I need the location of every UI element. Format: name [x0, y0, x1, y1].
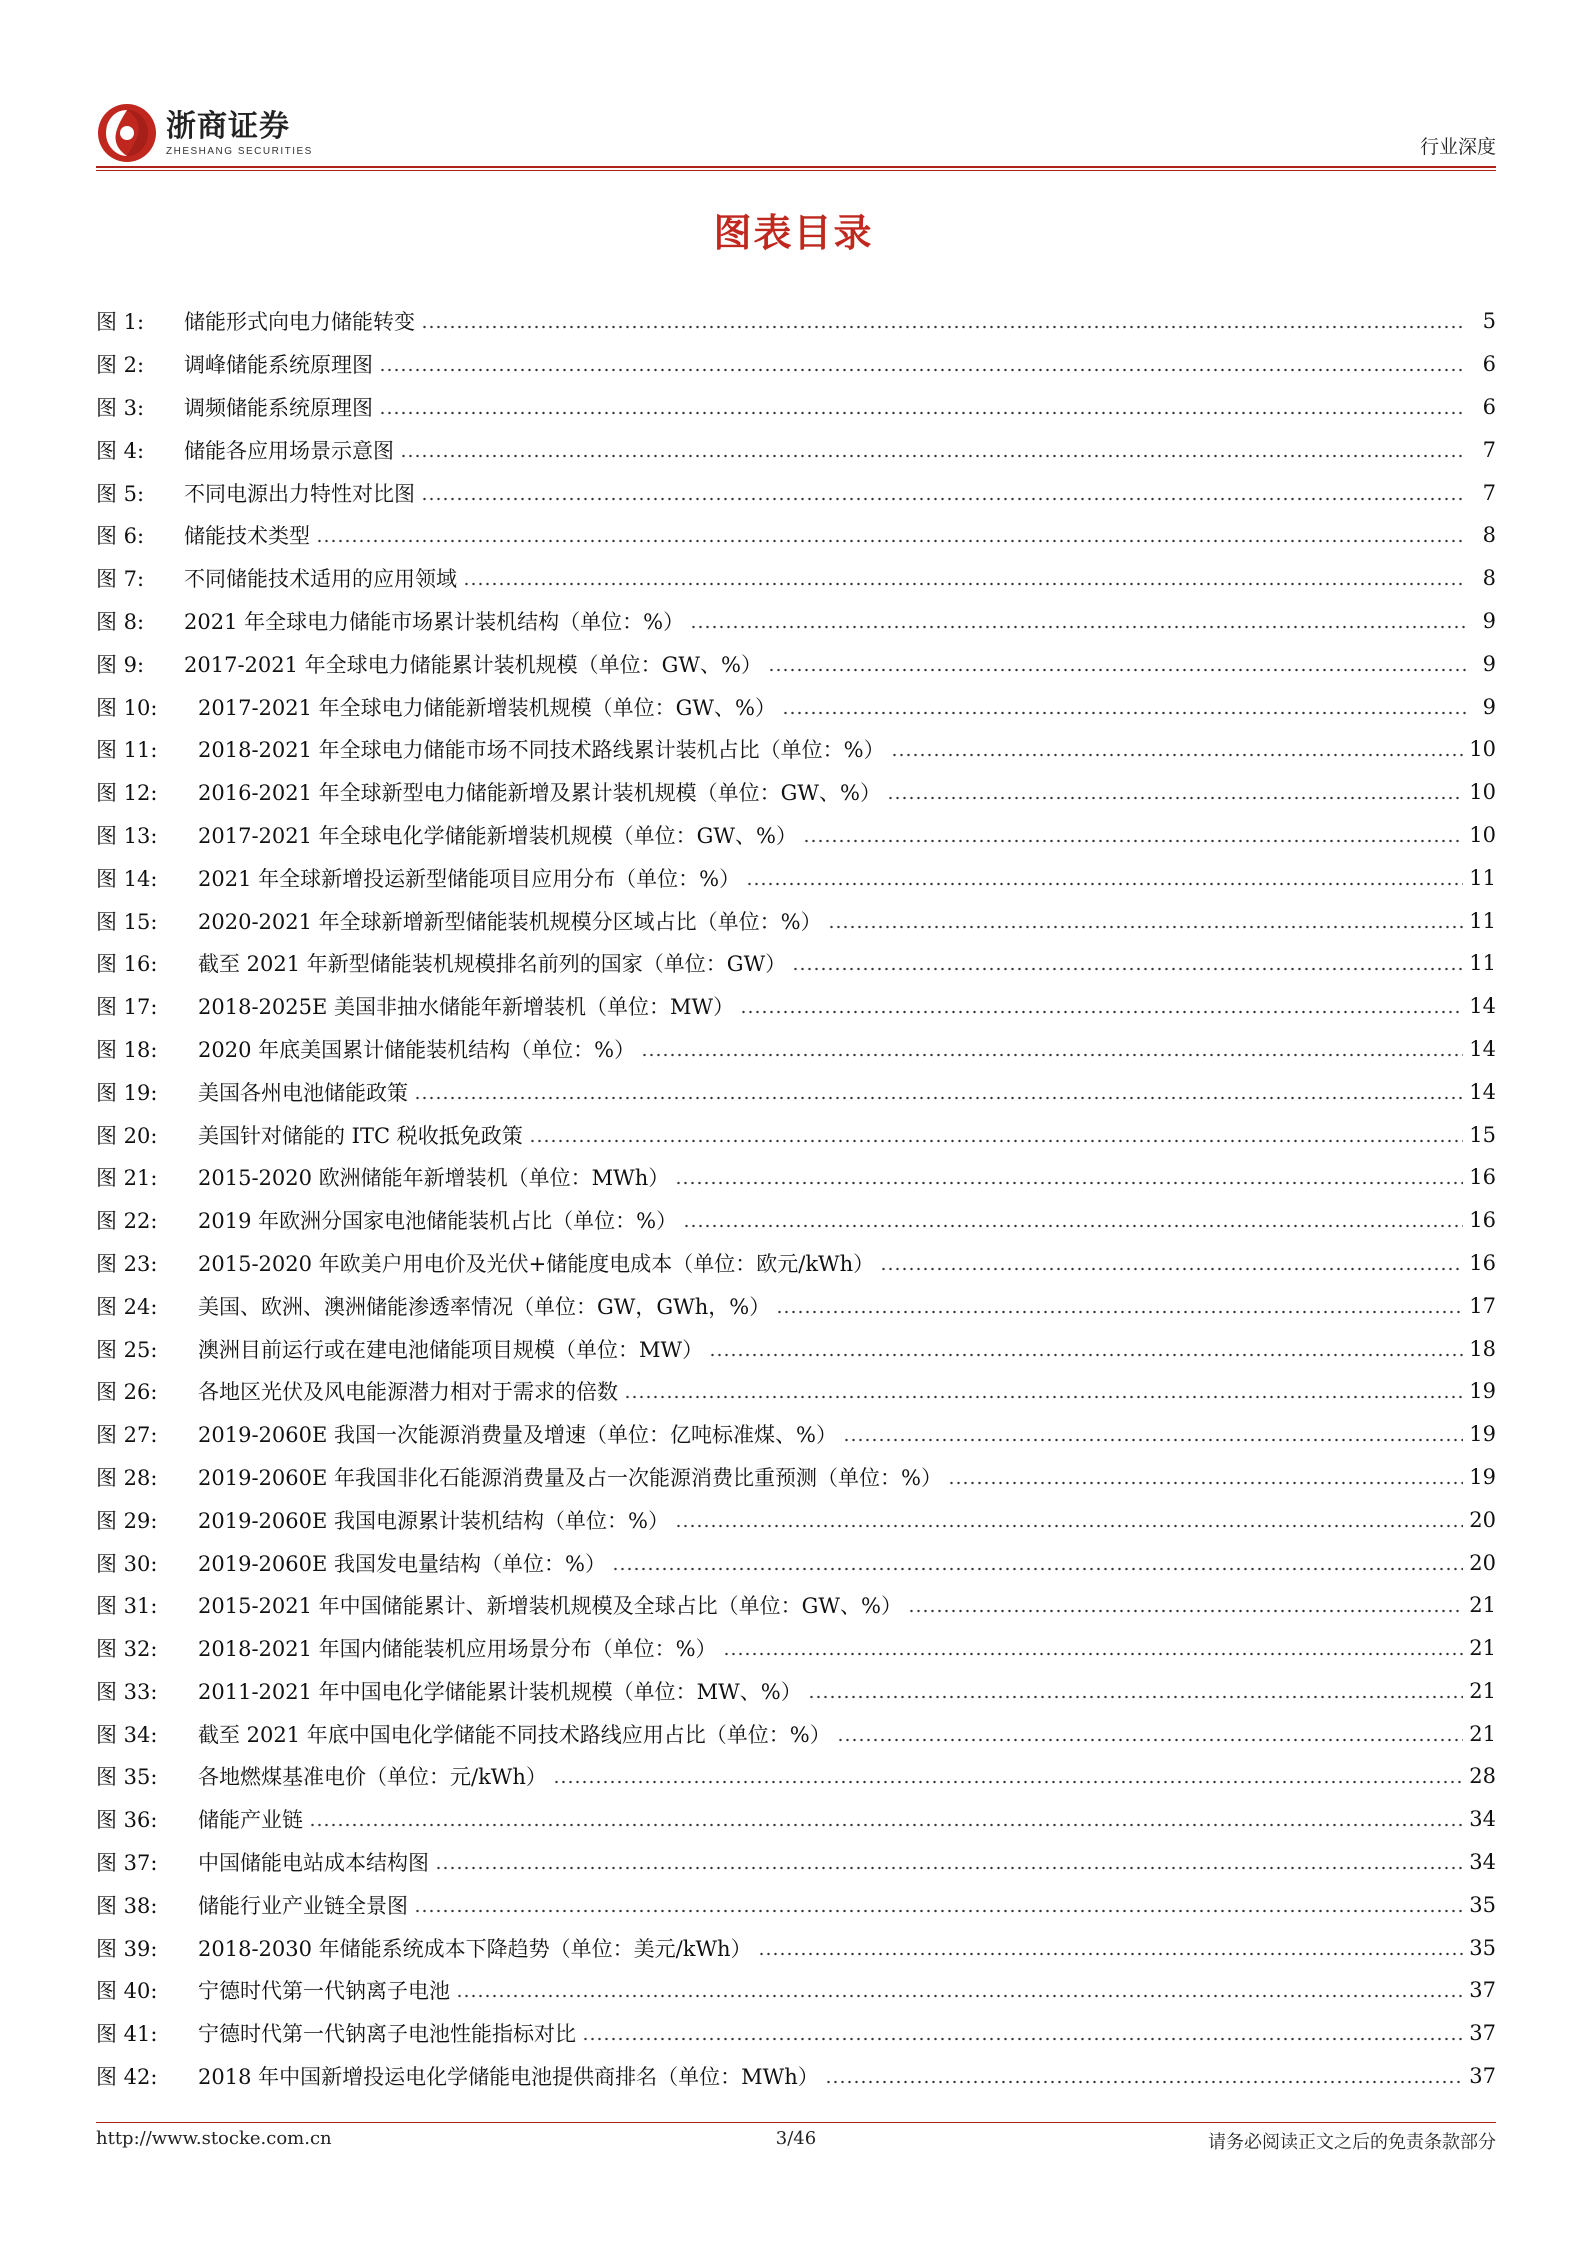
toc-dot-leader: [612, 1553, 1463, 1573]
logo-english-name: ZHESHANG SECURITIES: [166, 145, 313, 157]
toc-entry[interactable]: [96, 985, 1496, 1028]
toc-dot-leader: [723, 1638, 1464, 1658]
toc-entry[interactable]: [96, 942, 1496, 985]
toc-entry[interactable]: [96, 1113, 1496, 1156]
toc-page-number: 9: [1482, 694, 1496, 719]
toc-entry[interactable]: [96, 1413, 1496, 1456]
toc-dot-leader: [891, 739, 1464, 759]
toc-page-number: 11: [1469, 908, 1496, 933]
toc-figure-number: 图 23:: [96, 1251, 158, 1276]
logo-chinese-name: 浙商证券: [166, 108, 290, 144]
toc-figure-number: 图 4:: [96, 438, 145, 463]
toc-entry[interactable]: [96, 557, 1496, 600]
toc-figure-number: 图 22:: [96, 1209, 158, 1234]
toc-figure-number: 图 37:: [96, 1851, 158, 1876]
toc-figure-title: 2020 年底美国累计储能装机结构（单位：%）: [198, 1034, 641, 1064]
toc-entry[interactable]: [96, 2055, 1496, 2098]
toc-dot-leader: [683, 1210, 1463, 1230]
toc-dot-leader: [776, 1296, 1463, 1316]
toc-page-number: 15: [1469, 1122, 1496, 1147]
toc-figure-number: 图 28:: [96, 1465, 158, 1490]
toc-dot-leader: [808, 1681, 1464, 1701]
toc-page-number: 21: [1469, 1636, 1496, 1661]
page-header: [96, 96, 1496, 166]
toc-figure-number: 图 27:: [96, 1423, 158, 1448]
toc-page-number: 10: [1469, 737, 1496, 762]
toc-dot-leader: [553, 1766, 1463, 1786]
toc-dot-leader: [624, 1381, 1463, 1401]
toc-figure-number: 图 30:: [96, 1551, 158, 1576]
toc-figure-title: 2018-2030 年储能系统成本下降趋势（单位：美元/kWh）: [198, 1933, 758, 1963]
toc-page-number: 7: [1482, 480, 1496, 505]
toc-figure-number: 图 7:: [96, 567, 145, 592]
toc-dot-leader: [379, 397, 1466, 417]
toc-figure-title: 2016-2021 年全球新型电力储能新增及累计装机规模（单位：GW、%）: [198, 777, 887, 807]
toc-entry[interactable]: [96, 1798, 1496, 1841]
header-divider: [96, 166, 1496, 168]
toc-entry[interactable]: [96, 1028, 1496, 1071]
toc-page-number: 8: [1482, 566, 1496, 591]
toc-page-number: 14: [1469, 1079, 1496, 1104]
toc-figure-number: 图 10:: [96, 695, 158, 720]
toc-figure-title: 美国各州电池储能政策: [198, 1077, 414, 1107]
toc-figure-title: 2021 年全球电力储能市场累计装机结构（单位：%）: [184, 606, 690, 636]
report-category: 行业深度: [1419, 136, 1496, 158]
toc-page-number: 9: [1482, 608, 1496, 633]
toc-figure-number: 图 39:: [96, 1936, 158, 1961]
toc-dot-leader: [400, 440, 1466, 460]
toc-dot-leader: [828, 911, 1464, 931]
toc-figure-number: 图 9:: [96, 652, 145, 677]
toc-page-number: 28: [1469, 1764, 1496, 1789]
toc-entry[interactable]: [96, 771, 1496, 814]
toc-figure-title: 2018 年中国新增投运电化学储能电池提供商排名（单位：MWh）: [198, 2061, 825, 2091]
toc-entry[interactable]: [96, 1627, 1496, 1670]
toc-figure-title: 各地燃煤基准电价（单位：元/kWh）: [198, 1761, 553, 1791]
toc-figure-title: 截至 2021 年底中国电化学储能不同技术路线应用占比（单位：%）: [198, 1719, 837, 1749]
toc-figure-number: 图 34:: [96, 1722, 158, 1747]
toc-figure-title: 2019-2060E 我国发电量结构（单位：%）: [198, 1548, 612, 1578]
toc-figure-number: 图 19:: [96, 1080, 158, 1105]
toc-page-number: 9: [1482, 651, 1496, 676]
toc-entry[interactable]: [96, 1584, 1496, 1627]
toc-page-number: 8: [1482, 523, 1496, 548]
toc-figure-title: 澳洲目前运行或在建电池储能项目规模（单位：MW）: [198, 1334, 709, 1364]
toc-dot-leader: [421, 483, 1466, 503]
toc-figure-title: 储能技术类型: [184, 520, 316, 550]
toc-page-number: 14: [1469, 994, 1496, 1019]
toc-figure-title: 2020-2021 年全球新增新型储能装机规模分区域占比（单位：%）: [198, 906, 828, 936]
toc-entry[interactable]: [96, 1284, 1496, 1327]
toc-figure-title: 不同电源出力特性对比图: [184, 478, 421, 508]
toc-figure-title: 储能产业链: [198, 1804, 309, 1834]
toc-figure-number: 图 41:: [96, 2022, 158, 2047]
toc-dot-leader: [843, 1424, 1463, 1444]
toc-page-number: 16: [1469, 1250, 1496, 1275]
toc-page-number: 34: [1469, 1807, 1496, 1832]
toc-page-number: 11: [1469, 951, 1496, 976]
toc-figure-title: 2011-2021 年中国电化学储能累计装机规模（单位：MW、%）: [198, 1676, 808, 1706]
toc-figure-title: 2019-2060E 我国电源累计装机结构（单位：%）: [198, 1505, 675, 1535]
toc-figure-number: 图 13:: [96, 823, 158, 848]
toc-figure-number: 图 20:: [96, 1123, 158, 1148]
toc-page-number: 10: [1469, 822, 1496, 847]
page-title: 图表目录: [713, 211, 874, 255]
zheshang-logo-icon: [96, 102, 158, 164]
toc-entry[interactable]: [96, 642, 1496, 685]
toc-entry[interactable]: [96, 1070, 1496, 1113]
toc-dot-leader: [582, 2023, 1463, 2043]
toc-figure-title: 2017-2021 年全球电化学储能新增装机规模（单位：GW、%）: [198, 820, 803, 850]
toc-figure-number: 图 3:: [96, 395, 145, 420]
toc-figure-title: 储能行业产业链全景图: [198, 1890, 414, 1920]
toc-page-number: 18: [1469, 1336, 1496, 1361]
toc-figure-number: 图 42:: [96, 2065, 158, 2090]
toc-entry[interactable]: [96, 1327, 1496, 1370]
toc-entry[interactable]: [96, 471, 1496, 514]
toc-dot-leader: [675, 1167, 1463, 1187]
toc-figure-title: 各地区光伏及风电能源潜力相对于需求的倍数: [198, 1376, 624, 1406]
toc-entry[interactable]: [96, 1370, 1496, 1413]
toc-page-number: 34: [1469, 1850, 1496, 1875]
toc-page-number: 14: [1469, 1036, 1496, 1061]
footer-url-link[interactable]: http://www.stocke.com.cn: [96, 2128, 332, 2149]
toc-figure-title: 2017-2021 年全球电力储能新增装机规模（单位：GW、%）: [198, 692, 782, 722]
toc-entry[interactable]: [96, 386, 1496, 429]
toc-dot-leader: [316, 525, 1466, 545]
toc-figure-title: 2018-2021 年全球电力储能市场不同技术路线累计装机占比（单位：%）: [198, 734, 891, 764]
toc-dot-leader: [803, 825, 1463, 845]
toc-page-number: 35: [1469, 1935, 1496, 1960]
toc-figure-title: 2015-2020 欧洲储能年新增装机（单位：MWh）: [198, 1162, 675, 1192]
toc-figure-title: 不同储能技术适用的应用领域: [184, 563, 463, 593]
toc-figure-title: 2018-2025E 美国非抽水储能年新增装机（单位：MW）: [198, 991, 740, 1021]
toc-dot-leader: [880, 1253, 1463, 1273]
toc-figure-title: 2019-2060E 我国一次能源消费量及增速（单位：亿吨标准煤、%）: [198, 1419, 843, 1449]
toc-page-number: 20: [1469, 1550, 1496, 1575]
toc-page-number: 17: [1469, 1293, 1496, 1318]
toc-figure-number: 图 5:: [96, 481, 145, 506]
toc-dot-leader: [746, 868, 1463, 888]
toc-dot-leader: [908, 1595, 1463, 1615]
toc-entry[interactable]: [96, 1456, 1496, 1499]
footer-divider: [96, 2122, 1496, 2123]
toc-figure-number: 图 36:: [96, 1808, 158, 1833]
toc-figure-title: 2019 年欧洲分国家电池储能装机占比（单位：%）: [198, 1205, 683, 1235]
toc-dot-leader: [414, 1082, 1463, 1102]
toc-dot-leader: [529, 1125, 1464, 1145]
toc-figure-number: 图 33:: [96, 1679, 158, 1704]
toc-figure-number: 图 40:: [96, 1979, 158, 2004]
header-divider-thin: [96, 170, 1496, 171]
toc-page-number: 21: [1469, 1678, 1496, 1703]
toc-dot-leader: [740, 996, 1463, 1016]
toc-dot-leader: [758, 1938, 1464, 1958]
toc-entry[interactable]: [96, 814, 1496, 857]
toc-figure-number: 图 1:: [96, 310, 145, 335]
toc-figure-title: 调频储能系统原理图: [184, 392, 379, 422]
toc-entry[interactable]: [96, 1883, 1496, 1926]
toc-figure-number: 图 8:: [96, 609, 145, 634]
toc-entry[interactable]: [96, 685, 1496, 728]
toc-entry[interactable]: [96, 1755, 1496, 1798]
toc-dot-leader: [456, 1980, 1463, 2000]
toc-entry[interactable]: [96, 1242, 1496, 1285]
toc-dot-leader: [463, 568, 1466, 588]
toc-dot-leader: [641, 1039, 1463, 1059]
toc-figure-number: 图 21:: [96, 1166, 158, 1191]
toc-figure-title: 储能形式向电力储能转变: [184, 306, 421, 336]
toc-figure-number: 图 38:: [96, 1893, 158, 1918]
toc-figure-number: 图 12:: [96, 781, 158, 806]
toc-entry[interactable]: [96, 1670, 1496, 1713]
toc-entry[interactable]: [96, 1969, 1496, 2012]
toc-page-number: 20: [1469, 1507, 1496, 1532]
toc-figure-number: 图 29:: [96, 1508, 158, 1533]
toc-dot-leader: [837, 1724, 1464, 1744]
toc-entry[interactable]: [96, 1541, 1496, 1584]
toc-entry[interactable]: [96, 514, 1496, 557]
toc-page-number: 7: [1482, 437, 1496, 462]
toc-page-number: 19: [1469, 1464, 1496, 1489]
toc-page-number: 35: [1469, 1892, 1496, 1917]
toc-figure-title: 宁德时代第一代钠离子电池: [198, 1975, 456, 2005]
toc-figure-title: 宁德时代第一代钠离子电池性能指标对比: [198, 2018, 582, 2048]
toc-figure-title: 2015-2021 年中国储能累计、新增装机规模及全球占比（单位：GW、%）: [198, 1590, 908, 1620]
toc-entry[interactable]: [96, 1712, 1496, 1755]
toc-figure-number: 图 25:: [96, 1337, 158, 1362]
toc-page-number: 5: [1482, 309, 1496, 334]
toc-dot-leader: [379, 354, 1466, 374]
footer-page-number: 3/46: [775, 2128, 817, 2149]
toc-dot-leader: [421, 311, 1466, 331]
toc-page-number: 16: [1469, 1165, 1496, 1190]
toc-page-number: 19: [1469, 1379, 1496, 1404]
toc-figure-title: 2018-2021 年国内储能装机应用场景分布（单位：%）: [198, 1633, 723, 1663]
toc-entry[interactable]: [96, 343, 1496, 386]
toc-figure-number: 图 24:: [96, 1294, 158, 1319]
toc-page-number: 6: [1482, 394, 1496, 419]
toc-page-number: 21: [1469, 1721, 1496, 1746]
toc-figure-number: 图 2:: [96, 353, 145, 378]
toc-page-number: 21: [1469, 1593, 1496, 1618]
toc-entry[interactable]: [96, 1199, 1496, 1242]
toc-entry[interactable]: [96, 728, 1496, 771]
toc-entry[interactable]: [96, 428, 1496, 471]
toc-figure-title: 中国储能电站成本结构图: [198, 1847, 435, 1877]
toc-page-number: 11: [1469, 865, 1496, 890]
toc-entry[interactable]: [96, 1926, 1496, 1969]
toc-entry[interactable]: [96, 1498, 1496, 1541]
toc-dot-leader: [825, 2066, 1464, 2086]
toc-figure-title: 2015-2020 年欧美户用电价及光伏+储能度电成本（单位：欧元/kWh）: [198, 1248, 880, 1278]
zheshang-logo: [96, 102, 313, 164]
toc-figure-number: 图 11:: [96, 738, 158, 763]
toc-figure-title: 美国、欧洲、澳洲储能渗透率情况（单位：GW，GWh，%）: [198, 1291, 776, 1321]
toc-page-number: 19: [1469, 1422, 1496, 1447]
footer-disclaimer: 请务必阅读正文之后的免责条款部分: [1208, 2132, 1496, 2153]
toc-dot-leader: [690, 611, 1466, 631]
toc-dot-leader: [887, 782, 1463, 802]
toc-page-number: 16: [1469, 1208, 1496, 1233]
toc-entry[interactable]: [96, 1156, 1496, 1199]
toc-figure-number: 图 17:: [96, 995, 158, 1020]
toc-dot-leader: [709, 1339, 1463, 1359]
toc-figure-number: 图 16:: [96, 952, 158, 977]
toc-figure-title: 2019-2060E 年我国非化石能源消费量及占一次能源消费比重预测（单位：%）: [198, 1462, 948, 1492]
toc-dot-leader: [675, 1510, 1463, 1530]
toc-figure-title: 储能各应用场景示意图: [184, 435, 400, 465]
toc-page-number: 10: [1469, 780, 1496, 805]
toc-page-number: 37: [1469, 1978, 1496, 2003]
table-of-figures: [96, 300, 1496, 2097]
toc-entry[interactable]: [96, 2012, 1496, 2055]
toc-dot-leader: [414, 1895, 1463, 1915]
toc-figure-title: 截至 2021 年新型储能装机规模排名前列的国家（单位：GW）: [198, 948, 792, 978]
toc-entry[interactable]: [96, 300, 1496, 343]
toc-dot-leader: [782, 697, 1466, 717]
toc-figure-title: 2021 年全球新增投运新型储能项目应用分布（单位：%）: [198, 863, 746, 893]
toc-figure-number: 图 32:: [96, 1637, 158, 1662]
toc-figure-title: 美国针对储能的 ITC 税收抵免政策: [198, 1120, 529, 1150]
toc-entry[interactable]: [96, 1841, 1496, 1884]
toc-dot-leader: [948, 1467, 1463, 1487]
toc-figure-title: 调峰储能系统原理图: [184, 349, 379, 379]
toc-figure-number: 图 14:: [96, 866, 158, 891]
toc-figure-number: 图 6:: [96, 524, 145, 549]
toc-dot-leader: [768, 654, 1466, 674]
toc-entry[interactable]: [96, 899, 1496, 942]
toc-figure-number: 图 18:: [96, 1037, 158, 1062]
toc-page-number: 37: [1469, 2064, 1496, 2089]
toc-dot-leader: [309, 1809, 1463, 1829]
toc-figure-title: 2017-2021 年全球电力储能累计装机规模（单位：GW、%）: [184, 649, 768, 679]
toc-dot-leader: [435, 1852, 1463, 1872]
toc-figure-number: 图 15:: [96, 909, 158, 934]
toc-figure-number: 图 31:: [96, 1594, 158, 1619]
toc-figure-number: 图 35:: [96, 1765, 158, 1790]
toc-dot-leader: [792, 953, 1463, 973]
toc-entry[interactable]: [96, 600, 1496, 643]
toc-page-number: 37: [1469, 2021, 1496, 2046]
toc-entry[interactable]: [96, 856, 1496, 899]
toc-page-number: 6: [1482, 352, 1496, 377]
toc-figure-number: 图 26:: [96, 1380, 158, 1405]
